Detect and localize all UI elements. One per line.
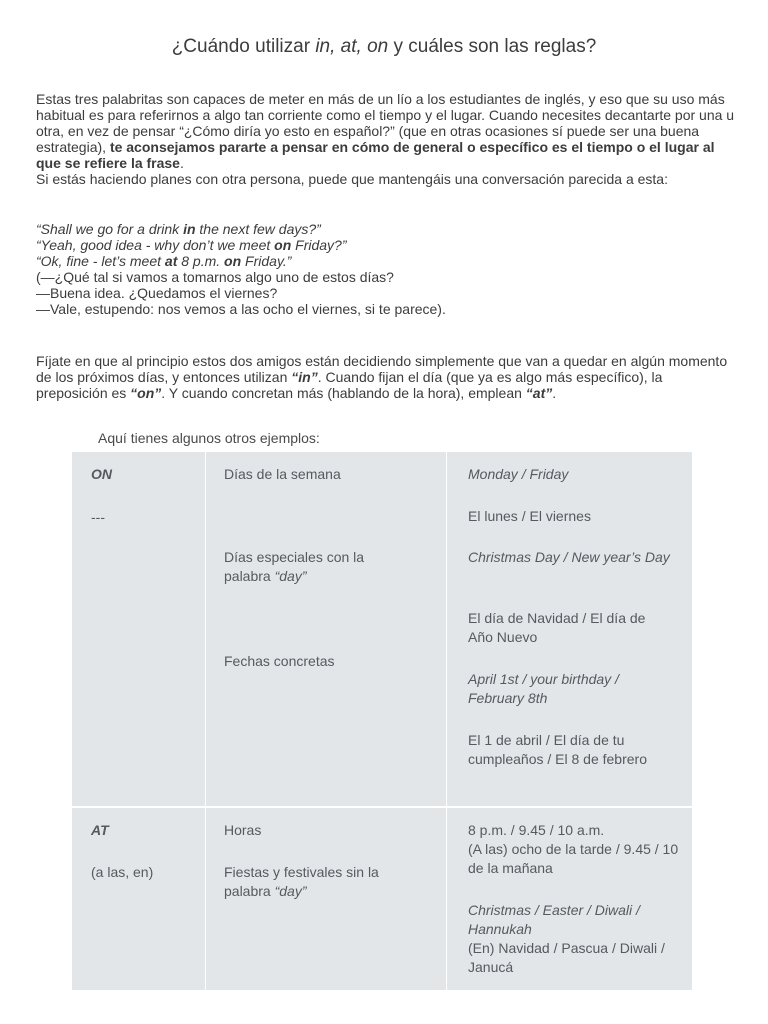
examples-label: Aquí tienes algunos otros ejemplos: <box>98 430 320 446</box>
row-divider <box>72 806 692 808</box>
dialogue-line: “Shall we go for a drink in the next few days?” <box>36 221 321 237</box>
prep-on: ON <box>91 466 112 482</box>
prep-on-dashes: --- <box>91 509 105 525</box>
at-use-hours: Horas <box>224 822 262 838</box>
prep-at-meaning: (a las, en) <box>91 864 154 880</box>
prep-at: AT <box>91 822 109 838</box>
column-divider <box>446 452 447 990</box>
at-example: 8 p.m. / 9.45 / 10 a.m. (A las) ocho de la tarde / 9.45 / 10 de la mañana <box>468 822 679 876</box>
intro-line2: Si estás haciendo planes con otra persona, puede que mantengáis una conversación parecida a esta: <box>36 171 668 187</box>
on-example: April 1st / your birthday / February 8th <box>468 671 619 706</box>
dialogue-translation: (—¿Qué tal si vamos a tomarnos algo uno de estos días? <box>36 269 394 285</box>
dialogue <box>36 221 736 317</box>
on-example: El día de Navidad / El día de Año Nuevo <box>468 610 646 645</box>
examples-table <box>72 452 692 990</box>
on-example: Christmas Day / New year’s Day <box>468 549 670 565</box>
on-example: El 1 de abril / El día de tu cumpleaños / El 8 de febrero <box>468 732 647 767</box>
explanation-paragraph: Fíjate en que al principio estos dos amigos están decidiendo simplemente que van a quedar en algún momento de los próximos días, y entonces utilizan “in”. Cuando fijan el día (que ya es algo más específico), la preposición es “on”. Y cuando concretan más (hablando de la hora), emplean “at”. <box>36 353 728 401</box>
on-use-dates: Fechas concretas <box>224 653 335 669</box>
on-example: Monday / Friday <box>468 466 569 482</box>
page-title: ¿Cuándo utilizar in, at, on y cuáles son las reglas? <box>171 36 597 57</box>
on-use-special-days: Días especiales con la palabra “day” <box>224 549 365 584</box>
on-example: El lunes / El viernes <box>468 508 591 524</box>
on-use-days: Días de la semana <box>224 466 341 482</box>
dialogue-translation: —Buena idea. ¿Quedamos el viernes? <box>36 285 278 301</box>
intro-paragraph <box>36 91 736 187</box>
dialogue-translation: —Vale, estupendo: nos vemos a las ocho el viernes, si te parece). <box>36 301 446 317</box>
dialogue-line: “Ok, fine - let’s meet at 8 p.m. on Friday.” <box>36 253 292 269</box>
intro-text: Estas tres palabritas son capaces de meter en más de un lío a los estudiantes de inglés, y eso que su uso más habitual es para referirnos a algo tan corriente como el tiempo y el lugar. Cuando necesites decantarte por una u otra, en vez de pensar “¿Cómo diría yo esto en español?” (que en otras ocasiones sí puede ser una buena estrategia), te aconsejamos pararte a pensar en cómo de general o específico es el tiempo o el lugar al que se refiere la frase. <box>36 91 735 171</box>
dialogue-line: “Yeah, good idea - why don’t we meet on Friday?” <box>36 237 347 253</box>
column-divider <box>205 452 206 990</box>
at-use-festivals: Fiestas y festivales sin la palabra “day” <box>224 864 379 899</box>
at-example: Christmas / Easter / Diwali / Hannukah (En) Navidad / Pascua / Diwali / Janucá <box>468 902 665 975</box>
